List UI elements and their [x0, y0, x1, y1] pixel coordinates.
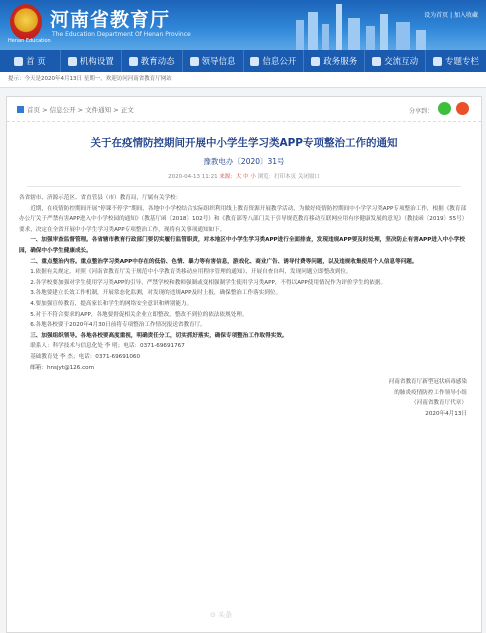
signature-block: [7, 377, 481, 419]
signature-line: 的肺炎疫情防控工作领导小组: [394, 389, 467, 396]
paragraph-list: [19, 204, 469, 342]
nav-item-label: 专题专栏: [445, 57, 480, 67]
home-icon: [14, 57, 23, 66]
article-paragraph: 6.各地各校要于2020年4月30日前将专项整治工作情况报送省教育厅。: [30, 322, 206, 329]
news-icon: [129, 57, 138, 66]
nav-item-label: 领导信息: [201, 57, 236, 67]
article-meta: [27, 172, 461, 187]
article-paragraph: 5.对于不符合要求的APP，各地要督促相关企业立即整改，整改不到位的依法依规处理。: [30, 311, 248, 318]
skyline-banner: [256, 0, 486, 50]
info-icon: [250, 57, 259, 66]
nav-item-label: 教育动态: [140, 57, 175, 67]
contact-line: 联系人：科学技术与信息化处 李 明；电话：0371-69691767: [30, 343, 185, 350]
signature-line: （河南省教育厅代章）: [411, 400, 467, 407]
greeting: 各省辖市、济源示范区、省直管县（市）教育局，厅属有关学校：: [19, 195, 182, 201]
main-nav: [0, 50, 486, 72]
meta-extra[interactable]: 浏览：打印本页 关闭窗口: [257, 174, 320, 180]
signature-line: 河南省教育厅新型冠状病毒感染: [388, 379, 467, 386]
breadcrumb-row: [7, 97, 481, 122]
article-title: 关于在疫情防控期间开展中小学生学习类APP专项整治工作的通知: [90, 137, 398, 149]
watermark: ⊙ 头条: [210, 611, 233, 619]
share-label: 分享到：: [408, 108, 433, 115]
site-header: [0, 0, 486, 50]
article-paragraph: 二、重点整治内容。重点整治学习类APP中存在的低俗、色情、暴力等有害信息，游戏化、商业广告、诱导付费等问题，以及违规收集使用个人信息等问题。: [30, 258, 418, 265]
service-icon: [311, 57, 320, 66]
nav-item-2[interactable]: [122, 50, 183, 72]
nav-item-5[interactable]: [304, 50, 365, 72]
header-top-link[interactable]: 设为首页 | 加入收藏: [424, 12, 478, 19]
nav-item-7[interactable]: [426, 50, 486, 72]
site-title[interactable]: 河南省教育厅: [50, 9, 171, 31]
nav-item-0[interactable]: [0, 50, 61, 72]
article-paragraph: 三、加强组织领导。各地各校要高度重视，明确责任分工，切实抓好落实，确保专项整治工作取得实效。: [30, 332, 288, 339]
nav-item-label: 机构设置: [79, 57, 114, 67]
weibo-share-icon[interactable]: [456, 102, 469, 115]
meta-source[interactable]: 来源：大 中 小: [219, 174, 256, 180]
article-paragraph: 3.各地要建立长效工作机制，开展常态化监测，对发现的违规APP及时上报，确保整治工作落实到位。: [30, 290, 282, 297]
signature-line: 2020年4月13日: [425, 410, 467, 417]
nav-item-label: 信息公开: [262, 57, 297, 67]
document-number: 豫教电办〔2020〕31号: [203, 157, 285, 166]
article-body: [7, 187, 481, 373]
nav-item-1[interactable]: [61, 50, 122, 72]
wechat-share-icon[interactable]: [438, 102, 451, 115]
chat-icon: [372, 57, 381, 66]
article-panel: [6, 96, 482, 633]
nav-item-6[interactable]: [365, 50, 426, 72]
org-icon: [68, 57, 77, 66]
breadcrumb-text[interactable]: 首页 > 信息公开 > 文件通知 > 正文: [27, 106, 134, 114]
nav-item-3[interactable]: [183, 50, 244, 72]
topic-icon: [433, 57, 442, 66]
article-paragraph: 一、加强审查监督管理。各省辖市教育行政部门要切实履行监管职责，对本地区中小学生学习类APP进行全面排查，发现违规APP要及时处理，坚决防止有害APP进入中小学校园，确保中小学生健康成长。: [19, 237, 465, 254]
article-paragraph: 1.依据有关规定，对照《河南省教育厅关于规范中小学教育类移动应用程序管理的通知》，开展自查自纠，发现问题立即整改到位。: [30, 269, 352, 276]
nav-item-label: 政务服务: [323, 57, 358, 67]
emblem-icon: [10, 4, 42, 40]
leader-icon: [190, 57, 199, 66]
notice-bar: 提示：今天是2020年4月13日 星期一，欢迎访问河南省教育厅网站: [0, 72, 486, 88]
contact-list: [19, 341, 469, 373]
home-icon: [17, 106, 24, 113]
contact-line: 基础教育处 李 杰；电话：0371-69691060: [30, 353, 141, 360]
breadcrumb[interactable]: [17, 105, 134, 114]
contact-line[interactable]: 邮箱：hnsjyt@126.com: [30, 364, 95, 371]
emblem-caption: Henan Education: [8, 38, 51, 44]
nav-item-label: 交流互动: [384, 57, 419, 67]
nav-item-label: 首 页: [26, 57, 46, 67]
article-paragraph: 近期，在疫情防控期间开展“停课不停学”期间，各地中小学校结合实际组织利用线上教育资源开展教学活动，为做好疫情防控期间中小学学习类APP专项整治工作，根据《教育部办公厅关于严禁有害APP进入中小学校园的通知》（教基厅函〔2018〕102号）和《教育部等八部门关于引导规范教育移动互联网应用有序健康发展的意见》（教技函〔2019〕55号）要求，决定在全省开展中小学生学习类APP专项整治工作，现将有关事项通知如下。: [19, 205, 468, 233]
site-subtitle: The Education Department Of Henan Province: [52, 31, 191, 38]
nav-item-4[interactable]: [244, 50, 305, 72]
article-paragraph: 2.各学校要加强对学生使用学习类APP的引导，严禁学校和教师强制或变相强制学生使用学习类APP，不得以APP使用情况作为评价学生的依据。: [30, 279, 387, 286]
meta-date: 2020-04-13 11:21: [168, 174, 218, 180]
article-paragraph: 4.要加强宣传教育，提高家长和学生的网络安全意识和辨别能力。: [30, 300, 193, 307]
